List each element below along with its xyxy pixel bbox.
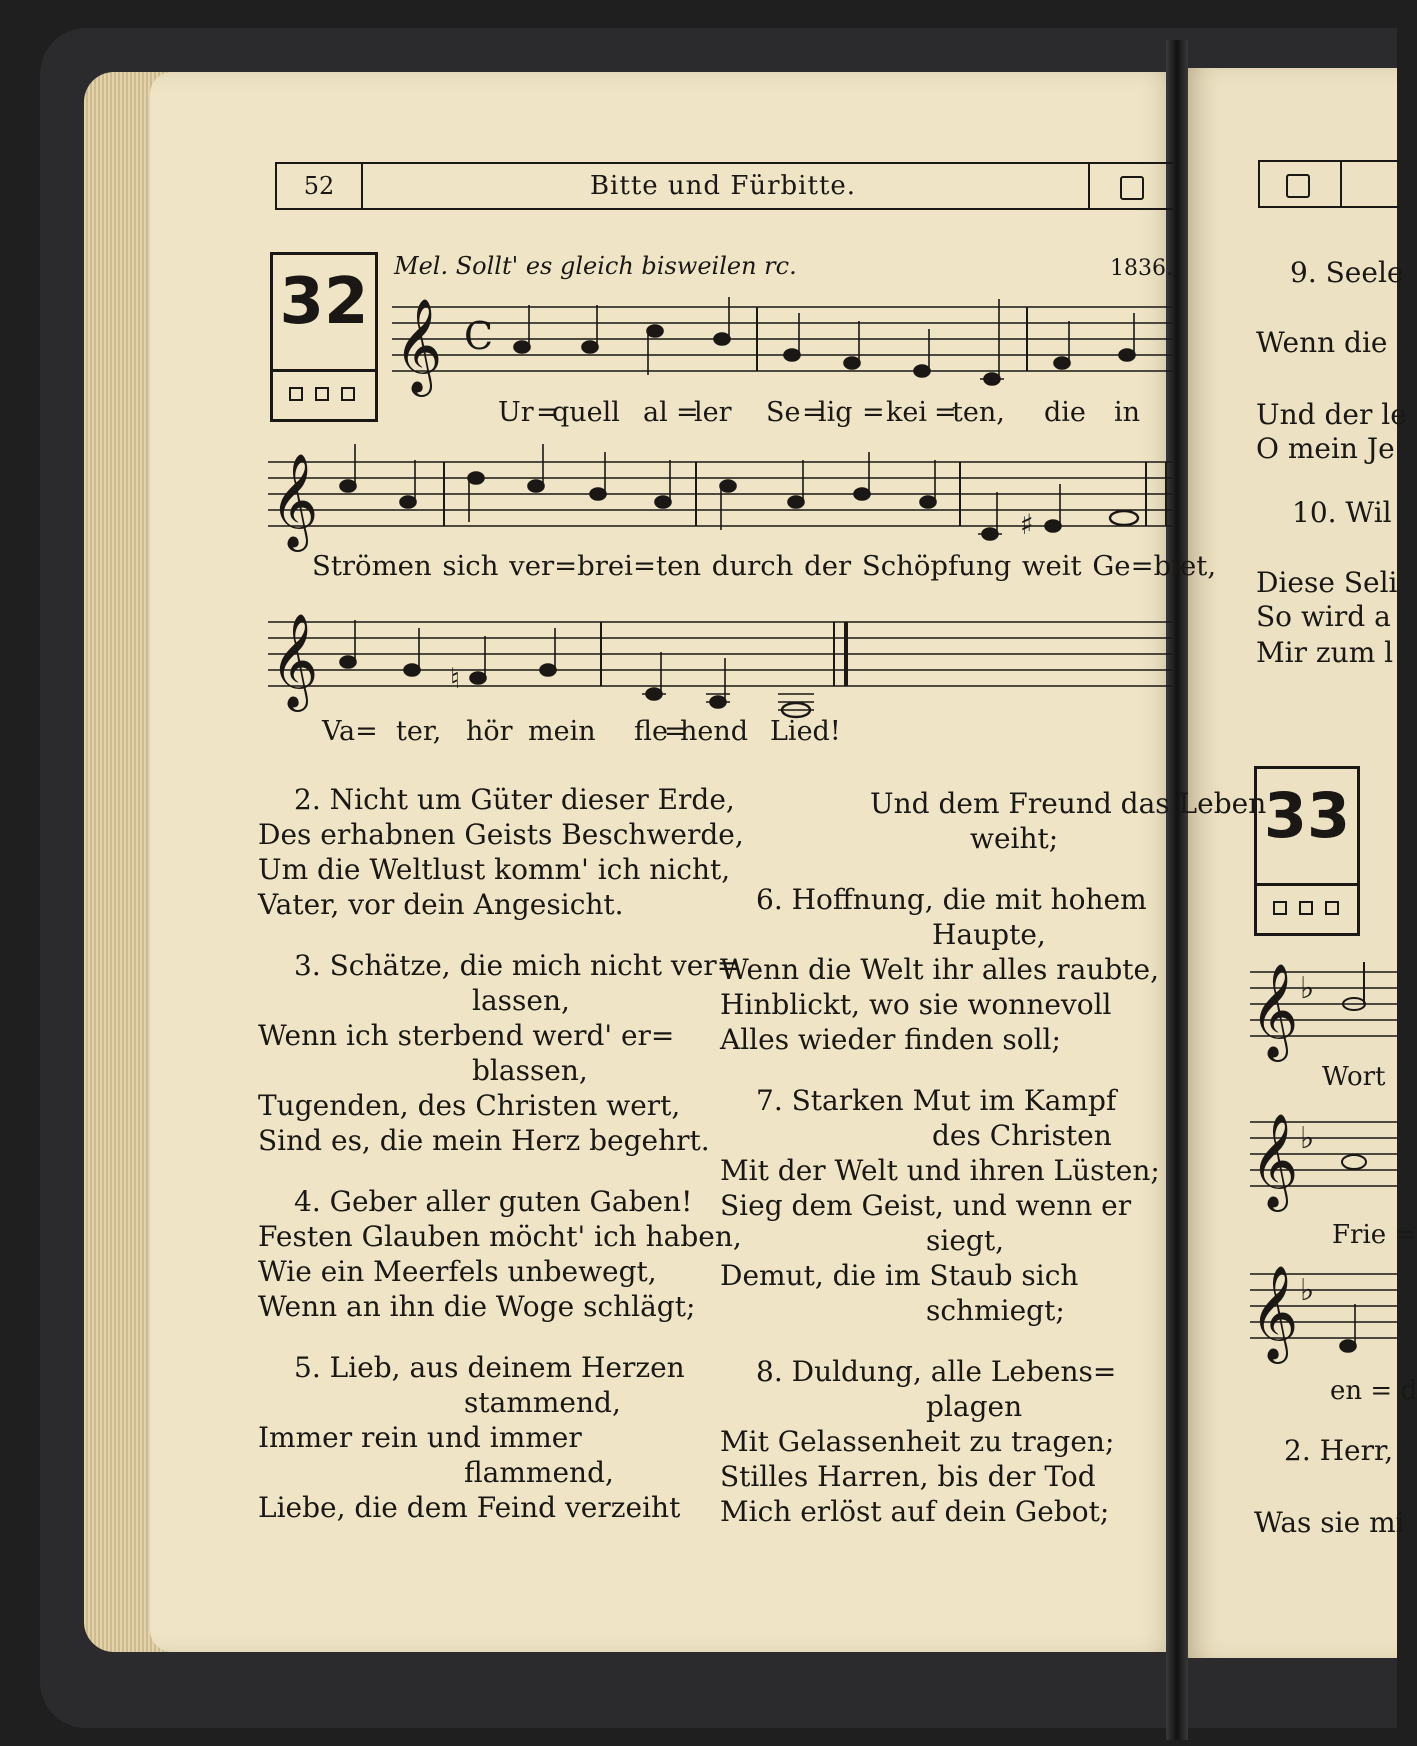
treble-clef-icon: 𝄞 xyxy=(1250,1113,1299,1208)
lyric-word: Va= xyxy=(322,716,378,747)
verse-line: lassen, xyxy=(472,984,570,1017)
verse-line: Demut, die im Staub sich xyxy=(720,1259,1079,1292)
lyric-word: lig xyxy=(818,397,853,428)
lyric-word: in xyxy=(1114,397,1141,428)
lyric-word: ten, xyxy=(952,397,1005,428)
divider xyxy=(273,369,375,372)
flat-icon: ♭ xyxy=(1300,1273,1315,1308)
music-staff-2 xyxy=(268,440,1172,550)
verse-line: weiht; xyxy=(970,822,1059,855)
verse-line: Um die Weltlust komm' ich nicht, xyxy=(258,853,731,886)
header-box xyxy=(1088,164,1174,208)
lyric-word: hend xyxy=(680,716,749,747)
treble-clef-icon: 𝄞 xyxy=(1250,963,1299,1058)
page-title: Bitte und Fürbitte. xyxy=(589,171,857,201)
lyric-word: Se xyxy=(766,397,801,428)
right-text: Mir zum l xyxy=(1256,636,1394,669)
hymn-number: 32 xyxy=(279,265,369,339)
verses-right-column xyxy=(720,786,1267,1529)
verse-2 xyxy=(258,782,744,922)
square-icon xyxy=(341,387,355,401)
melody-reference: Mel. Sollt' es gleich bisweilen ⁠rc. xyxy=(394,252,797,280)
treble-clef-icon: 𝄞 xyxy=(1250,1265,1299,1360)
right-text: 2. Herr, xyxy=(1284,1434,1394,1467)
verse-line: 4. Geber aller guten Gaben! xyxy=(294,1185,693,1218)
lyric-word: Ur xyxy=(498,397,534,428)
hymn-year: 1836. xyxy=(1110,256,1173,281)
verse-line: Sieg dem Geist, und wenn er xyxy=(720,1189,1132,1222)
music-staff-1 xyxy=(392,285,1172,395)
verse-line: Alles wieder finden soll; xyxy=(720,1023,1061,1056)
right-lyric: Frie = xyxy=(1332,1220,1417,1250)
verse-line: 2. Nicht um Güter dieser Erde, xyxy=(294,783,735,816)
verse-7 xyxy=(720,1083,1168,1328)
verse-line: des Christen xyxy=(932,1119,1112,1152)
hymn-number-box xyxy=(270,252,378,422)
verse-line: Tugenden, des Christen wert, xyxy=(258,1089,681,1122)
verse-line: Sind es, die mein Herz begehrt. xyxy=(258,1124,710,1157)
verse-line: Des erhabnen Geists Beschwerde, xyxy=(258,818,744,851)
verse-line: Liebe, die dem Feind verzeiht xyxy=(258,1491,681,1524)
right-text: So wird a xyxy=(1256,600,1391,633)
right-text: O mein Je xyxy=(1256,432,1395,465)
lyric-word: hör xyxy=(466,716,513,747)
treble-clef-icon: 𝄞 xyxy=(270,613,319,708)
verse-line: plagen xyxy=(926,1390,1023,1423)
lyric-word: Lied! xyxy=(770,716,841,747)
divider xyxy=(1340,162,1342,206)
verse-5 xyxy=(258,1350,698,1525)
lyric-hyphen: = xyxy=(536,397,559,428)
common-time-icon: C xyxy=(464,314,494,358)
verse-line: Immer rein und immer xyxy=(258,1421,582,1454)
square-icon xyxy=(1273,901,1287,915)
verse-line: Wenn an ihn die Woge schlägt; xyxy=(258,1290,696,1323)
verse-line: blassen, xyxy=(472,1054,588,1087)
right-lyric: Wort xyxy=(1322,1062,1386,1092)
verse-line: Mit Gelassenheit zu tragen; xyxy=(720,1425,1115,1458)
lyric-word: ler xyxy=(694,397,732,428)
verse-line: 8. Duldung, alle Lebens= xyxy=(756,1355,1117,1388)
treble-clef-icon: 𝄞 xyxy=(394,298,443,393)
right-text: Und der le xyxy=(1256,398,1407,431)
verse-line: Vater, vor dein Angesicht. xyxy=(258,888,624,921)
verse-line: Stilles Harren, bis der Tod xyxy=(720,1460,1096,1493)
music-staff-3 xyxy=(268,600,1172,720)
square-icon xyxy=(1286,174,1310,198)
verse-line: schmiegt; xyxy=(926,1294,1065,1327)
verse-3 xyxy=(258,948,741,1158)
verse-line: stammend, xyxy=(464,1386,621,1419)
verses-left-column xyxy=(258,782,744,1525)
flat-icon: ♭ xyxy=(1300,971,1315,1006)
verse-line: 7. Starken Mut im Kampf xyxy=(756,1084,1117,1117)
square-icon xyxy=(1120,176,1144,200)
lyric-word: quell xyxy=(552,397,620,428)
right-page-header xyxy=(1258,160,1399,208)
verse-line: Mit der Welt und ihren Lüsten; xyxy=(720,1154,1160,1187)
verse-line: siegt, xyxy=(926,1224,1004,1257)
verse-line: Wie ein Meerfels unbewegt, xyxy=(258,1255,657,1288)
lyric-hyphen: = xyxy=(802,397,825,428)
square-icon xyxy=(289,387,303,401)
right-lyric: en = d xyxy=(1330,1376,1417,1406)
lyric-word: ter, xyxy=(396,716,442,747)
divider xyxy=(1257,883,1357,886)
right-text: Wenn die xyxy=(1256,326,1388,359)
verse-6 xyxy=(720,882,1168,1057)
lyric-word: al xyxy=(643,397,668,428)
right-text: 10. Wil xyxy=(1292,496,1392,529)
verse-line: 6. Hoffnung, die mit hohem xyxy=(756,883,1147,916)
verse-line: Haupte, xyxy=(932,918,1046,951)
lyric-hyphen: = xyxy=(676,397,699,428)
lyric-hyphen: = xyxy=(664,716,687,747)
right-text: 9. Seele xyxy=(1290,256,1404,289)
square-icon xyxy=(315,387,329,401)
verse-line: 5. Lieb, aus deinem Herzen xyxy=(294,1351,685,1384)
page-header xyxy=(275,162,1176,210)
square-icon xyxy=(1325,901,1339,915)
verse-line: Mich erlöst auf dein Gebot; xyxy=(720,1495,1110,1528)
verse-line: Und dem Freund das Leben xyxy=(870,787,1267,820)
lyric-hyphen: = xyxy=(862,397,885,428)
verse-line: Wenn ich sterbend werd' er= xyxy=(258,1019,675,1052)
verse-line: 3. Schätze, die mich nicht ver= xyxy=(294,949,741,982)
lyric-word: mein xyxy=(528,716,596,747)
lyric-hyphen: = xyxy=(934,397,957,428)
svg-text:♮: ♮ xyxy=(450,662,461,695)
lyric-word: fle xyxy=(634,716,668,747)
lyrics-line: Strömen sich ver=brei=ten durch der Schöpfung weit Ge=biet, xyxy=(312,550,1217,582)
verse-4 xyxy=(258,1184,742,1324)
square-icon xyxy=(1299,901,1313,915)
verse-8 xyxy=(720,1354,1168,1529)
page-number: 52 xyxy=(277,164,363,208)
svg-text:♯: ♯ xyxy=(1020,508,1034,541)
verse-line: Hinblickt, wo sie wonnevoll xyxy=(720,988,1112,1021)
verse-5-end xyxy=(720,786,1267,856)
right-text: Was sie mi xyxy=(1254,1506,1405,1539)
right-text: Diese Seli xyxy=(1256,566,1398,599)
hymn-number: 33 xyxy=(1263,779,1351,852)
flat-icon: ♭ xyxy=(1300,1121,1315,1156)
verse-line: flammend, xyxy=(464,1456,614,1489)
verse-line: Festen Glauben möcht' ich haben, xyxy=(258,1220,742,1253)
verse-line: Wenn die Welt ihr alles raubte, xyxy=(720,953,1160,986)
treble-clef-icon: 𝄞 xyxy=(270,453,319,548)
lyric-word: kei xyxy=(886,397,927,428)
hymn-number-box xyxy=(1254,766,1360,936)
lyric-word: die xyxy=(1044,397,1086,428)
